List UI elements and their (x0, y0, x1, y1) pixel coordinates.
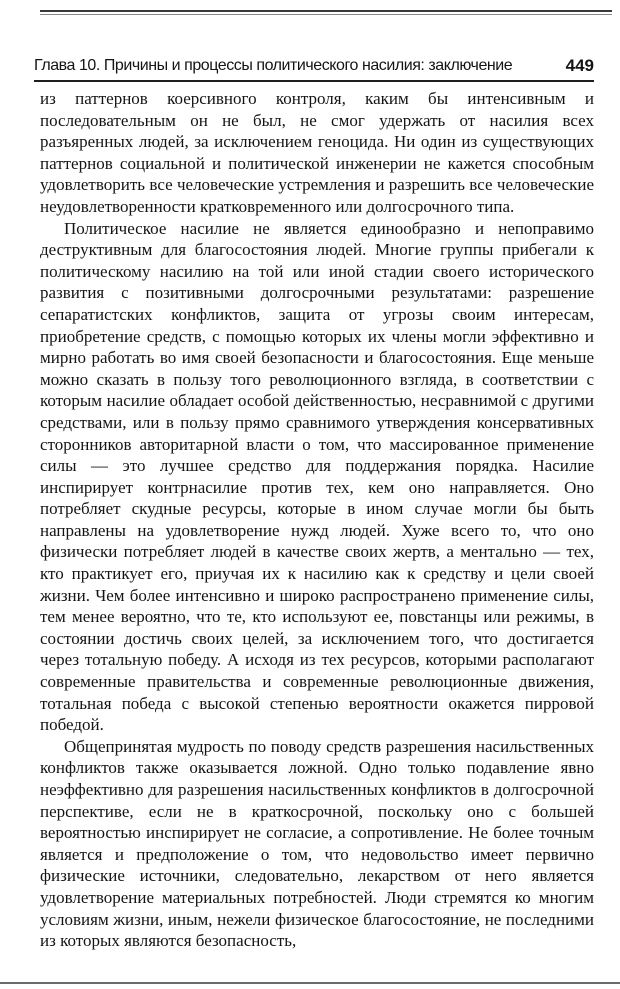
paragraph-conventional-wisdom: Общепринятая мудрость по поводу средств разрешения насильственных конфликтов также оказывается ложной. Одно только подавление явно неэффективно для разрешения насильственных конфликтов в долгосрочной перспективе, если не в краткосрочной, поскольку оно с большей вероятностью инспирирует не согласие, а сопротивление. Не более точным является и предположение о том, что недовольство имеет первично физические источники, следовательно, лекарством от него является удовлетворение материальных потребностей. Люди стремятся ко многим условиям жизни, иным, нежели физическое благосостояние, не последними из которых являются безопасность, (40, 736, 594, 951)
top-edge-thin-rule (40, 14, 612, 15)
paragraph-political-violence: Политическое насилие не является единообразно и непоправимо деструктивным для благосостояния людей. Многие группы прибегали к политическому насилию на той или иной стадии своего исторического развития с позитивными долгосрочными результатами: разрешение сепаратистских конфликтов, защита от угрозы своим интересам, приобретение средств, с помощью которых их члены могли эффективно и мирно работать во имя своей безопасности и благосостояния. Еще меньше можно сказать в пользу того революционного взгляда, в соответствии с которым насилие обладает особой действенностью, несравнимой с другими средствами, или в пользу прямо сравнимого утверждения консервативных сторонников авторитарной власти о том, что массированное применение силы — это лучшее средство для поддержания порядка. Насилие инспирирует контрнасилие против тех, кем оно направляется. Оно потребляет скудные ресурсы, которые в ином случае могли бы быть направлены на удовлетворение нужд людей. Хуже всего то, что оно физически потребляет людей в качестве своих жертв, а ментально — тех, кто практикует его, приучая их к насилию как к средству и цели своей жизни. Чем более интенсивно и широко распространено применение силы, тем менее вероятно, что те, кто используют ее, повстанцы или режимы, в состоянии достичь своих целей, за исключением того, что достигается через тотальную победу. А исходя из тех ресурсов, которыми располагают современные правительства и современные революционные движения, тотальная победа с высокой степенью вероятности окажется пирровой победой. (40, 218, 594, 735)
paragraph-continued: из паттернов коерсивного контроля, каким бы интенсивным и последовательным он не был, не смог удержать от насилия всех разъяренных людей, за исключением геноцида. Ни один из существующих паттернов социальной и политической инженерии не кажется способным удовлетворить все человеческие устремления и разрешить все человеческие неудовлетворенности кратковременного или долгосрочного типа. (40, 89, 594, 216)
bottom-edge-rule (0, 982, 620, 984)
header-rule (34, 80, 594, 82)
page-body (40, 88, 594, 952)
chapter-title: Глава 10. Причины и процессы политического насилия: заключение (34, 57, 513, 74)
top-edge-rule (40, 10, 612, 12)
page-number: 449 (565, 56, 594, 75)
running-head (34, 54, 594, 78)
